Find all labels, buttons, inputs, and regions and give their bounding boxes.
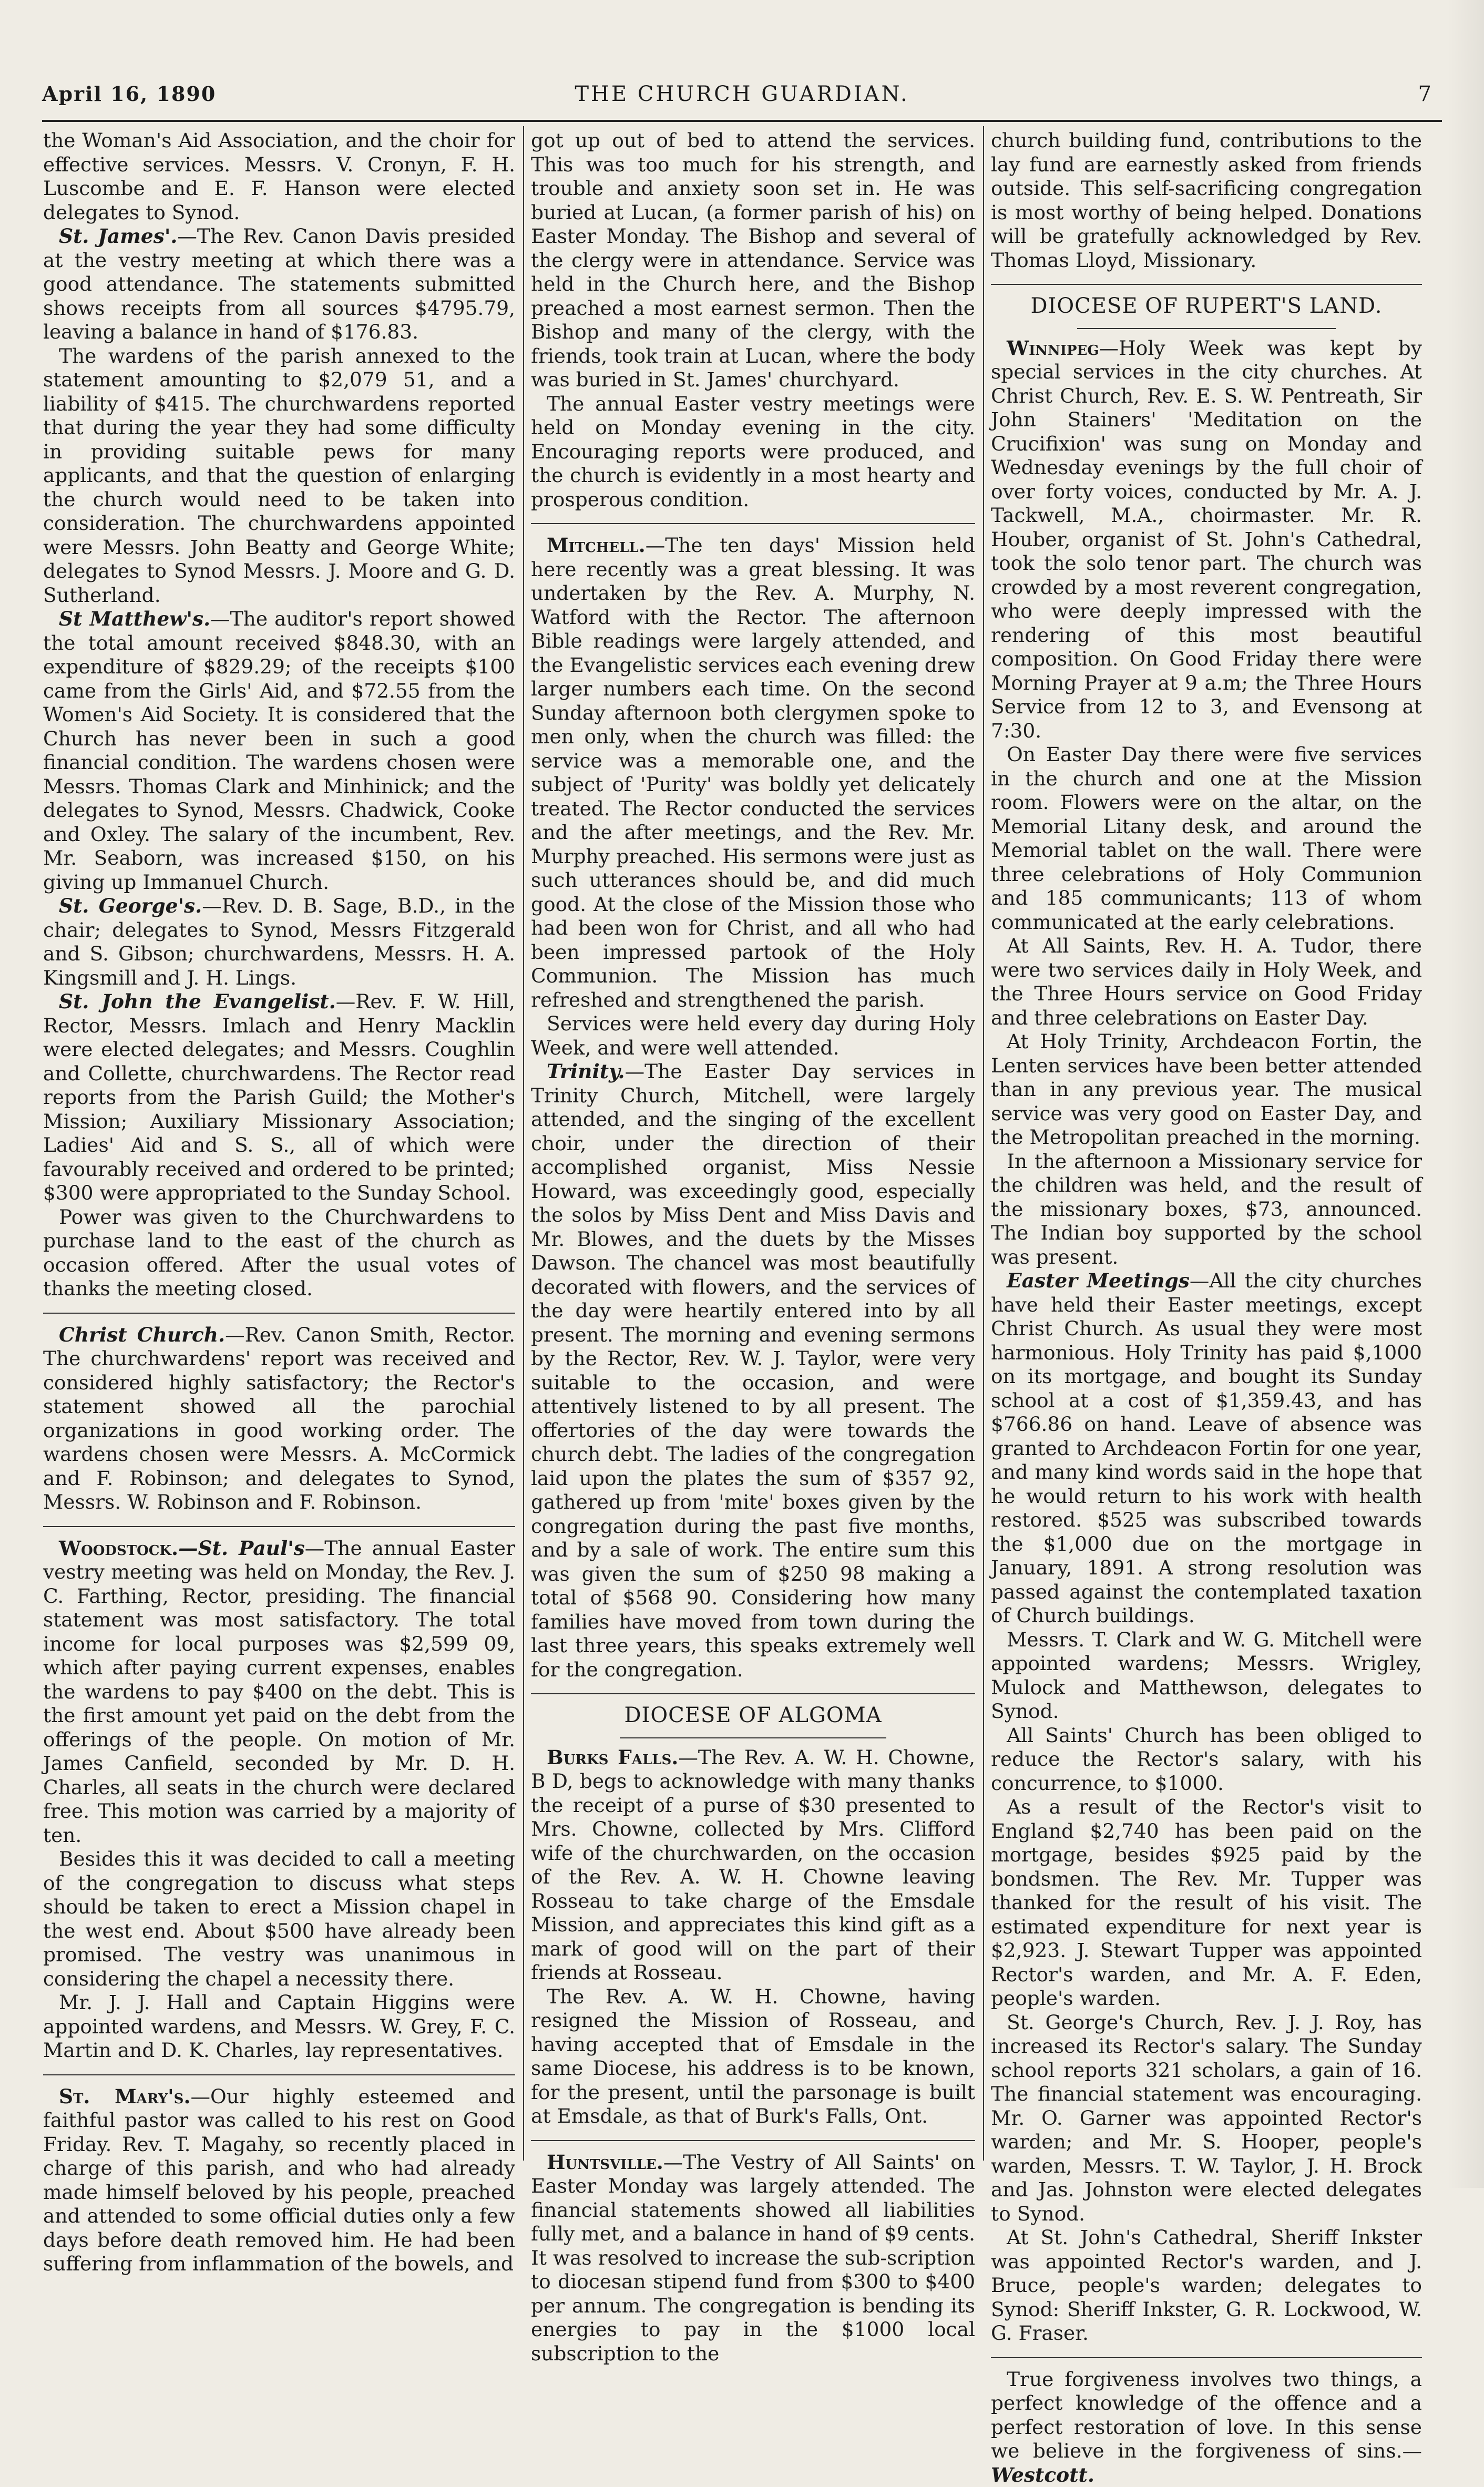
place-lead: Huntsville. bbox=[547, 2151, 663, 2174]
quotation bbox=[991, 2368, 1422, 2487]
paragraph-text: —The Vestry of All Saints' on Easter Monday was largely attended. The financial statements showed all liabilities fully met, and a balance in hand of $9 cents. It was resolved to increase the sub-scription to diocesan stipend fund from $300 to $400 per annum. The congregation is bending its energies to pay in the $1000 local subscription to the bbox=[531, 2151, 975, 2365]
paragraph bbox=[531, 534, 975, 1012]
paragraph: On Easter Day there were five services in the church and one at the Mission room. Flowers were on the altar, on the Memorial Litany desk, and around the Memorial tablet on the wall. There were three celebrations of Holy Communion and 185 communicants; 113 of whom communicated at the early celebrations. bbox=[991, 743, 1422, 934]
paragraph: The wardens of the parish annexed to the statement amounting to $2,079 51, and a liability of $415. The churchwardens reported that during the year they had some difficulty in providing suitable pews for many applicants, and that the question of enlarging the church would need to be taken into consideration. The churchwardens appointed were Messrs. John Beatty and George White; delegates to Synod Messrs. J. Moore and G. D. Sutherland. bbox=[43, 344, 515, 608]
section-lead: Easter Meetings bbox=[1007, 1269, 1190, 1292]
header-rule bbox=[42, 120, 1442, 122]
paragraph: Power was given to the Churchwardens to purchase land to the east of the church as occasion offered. After the usual votes of thanks the meeting closed. bbox=[43, 1205, 515, 1301]
paragraph: got up out of bed to attend the services. This was too much for his strength, and trouble and anxiety soon set in. He was buried at Lucan, (a former parish of his) on Easter Monday. The Bishop and several of the clergy were in attendance. Service was held in the Church here, and the Bishop preached a most earnest sermon. Then the Bishop and many of the clergy, with the friends, took train at Lucan, where the body was buried in St. James' churchyard. bbox=[531, 129, 975, 392]
paragraph: All Saints' Church has been obliged to reduce the Rector's salary, with his concurrence, to $1000. bbox=[991, 1724, 1422, 1796]
paragraph bbox=[531, 1746, 975, 1985]
section-rule bbox=[620, 1737, 886, 1738]
paragraph-text: —All the city churches have held their Easter meetings, except Christ Church. As usual they were most harmonious. Holy Trinity has paid $,1000 on its mortgage, and bought its Sunday school at a cost of $1,359.43, and has $766.86 on hand. Leave of absence was granted to Archdeacon Fortin for one year, and many kind words said in the hope that he would return to his work with health restored. $525 was subscribed towards the $1,000 due on the mortgage in January, 1891. A strong resolution was passed against the contemplated taxation of Church buildings. bbox=[991, 1269, 1422, 1627]
paragraph-text: —Rev. Canon Smith, Rector. The churchwardens' report was received and considered highly satisfactory; the Rector's statement showed all the parochial organizations in good working order. The wardens chosen were Messrs. A. McCormick and F. Robinson; and delegates to Synod, Messrs. W. Robinson and F. Robinson. bbox=[43, 1323, 515, 1514]
section-rule bbox=[531, 523, 975, 524]
paragraph bbox=[43, 990, 515, 1205]
paragraph: As a result of the Rector's visit to England $2,740 has been paid on the mortgage, besides $925 paid by the bondsmen. The Rev. Mr. Tupper was thanked for the result of his visit. The estimated expenditure for next year is $2,923. J. Stewart Tupper was appointed Rector's warden, and Mr. A. F. Eden, people's warden. bbox=[991, 1795, 1422, 2011]
paragraph-text: —The auditor's report showed the total amount received $848.30, with an expenditure of $829.29; of the receipts $100 came from the Girls' Aid, and $72.55 from the Women's Aid Society. It is considered that the Church has never been in such a good financial condition. The wardens chosen were Messrs. Thomas Clark and Minhinick; and the delegates to Synod, Messrs. Chadwick, Cooke and Oxley. The salary of the incumbent, Rev. Mr. Seaborn, was increased $150, on his giving up Immanuel Church. bbox=[43, 607, 515, 894]
paragraph bbox=[531, 1060, 975, 1682]
section-lead: Trinity. bbox=[547, 1060, 625, 1083]
place-lead: Winnipeg bbox=[1007, 336, 1099, 360]
paragraph: Messrs. T. Clark and W. G. Mitchell were appointed wardens; Messrs. Wrigley, Mulock and Matthewson, delegates to Synod. bbox=[991, 1628, 1422, 1724]
paragraph bbox=[43, 607, 515, 894]
column-2 bbox=[531, 129, 975, 2158]
paragraph bbox=[991, 1269, 1422, 1628]
paragraph bbox=[43, 894, 515, 990]
newspaper-title: THE CHURCH GUARDIAN. bbox=[42, 82, 1442, 106]
page-header bbox=[42, 79, 1442, 116]
paragraph bbox=[43, 1323, 515, 1514]
place-lead: Woodstock. bbox=[59, 1537, 178, 1560]
column-divider bbox=[983, 126, 984, 2161]
paragraph bbox=[991, 336, 1422, 743]
paragraph-text: —Rev. D. B. Sage, B.D., in the chair; delegates to Synod, Messrs Fitzgerald and S. Gibson; churchwardens, Messrs. H. A. Kingsmill and J. H. Lings. bbox=[43, 894, 515, 989]
section-rule bbox=[43, 1313, 515, 1314]
quotation-attribution: Westcott. bbox=[991, 2463, 1094, 2486]
section-lead: St. John the Evangelist. bbox=[59, 990, 336, 1013]
paragraph: In the afternoon a Missionary service for the children was held, and the result of the missionary boxes, $73, announced. The Indian boy supported by the school was present. bbox=[991, 1150, 1422, 1270]
paragraph: The Rev. A. W. H. Chowne, having resigned the Mission of Rosseau, and having accepted that of Emsdale in the same Diocese, his address is to be known, for the present, until the parsonage is built at Emsdale, as that of Burk's Falls, Ont. bbox=[531, 1985, 975, 2128]
page-edge-shadow bbox=[1447, 0, 1484, 2188]
paragraph: At St. John's Cathedral, Sheriff Inkster was appointed Rector's warden, and J. Bruce, people's warden; delegates to Synod: Sheriff Inkster, G. R. Lockwood, W. G. Fraser. bbox=[991, 2226, 1422, 2346]
quotation-text: True forgiveness involves two things, a perfect knowledge of the offence and a perfect restoration of love. In this sense we believe in the forgiveness of sins.— bbox=[991, 2368, 1422, 2463]
section-lead: St Matthew's. bbox=[59, 607, 210, 630]
section-rule bbox=[991, 2357, 1422, 2358]
paragraph bbox=[43, 2085, 515, 2276]
column-3 bbox=[991, 129, 1422, 2158]
paragraph: St. George's Church, Rev. J. J. Roy, has increased its Rector's salary. The Sunday school reports 321 scholars, a gain of 16. The financial statement was encouraging. Mr. O. Garner was appointed Rector's warden; and Mr. S. Hooper, people's warden, Messrs. T. W. Taylor, J. H. Brock and Jas. Johnston were elected delegates to Synod. bbox=[991, 2011, 1422, 2226]
section-rule bbox=[531, 2140, 975, 2141]
paragraph-text: —The Rev. A. W. H. Chowne, B D, begs to acknowledge with many thanks the receipt of a purse of $30 presented to Mrs. Chowne, collected by Mrs. Clifford wife of the churchwarden, on the occasion of the Rev. A. W. H. Chowne leaving Rosseau to take charge of the Emsdale Mission, and appreciates this kind gift as a mark of good will on the part of their friends at Rosseau. bbox=[531, 1746, 975, 1984]
paragraph: The annual Easter vestry meetings were held on Monday evening in the city. Encouraging reports were produced, and the church is evidently in a most hearty and prosperous condition. bbox=[531, 392, 975, 512]
paragraph bbox=[43, 224, 515, 344]
section-rule bbox=[43, 1526, 515, 1527]
paragraph-text: —The Rev. Canon Davis presided at the vestry meeting at which there was a good attendance. The statements submitted shows receipts from all sources $4795.79, leaving a balance in hand of $176.83. bbox=[43, 224, 515, 343]
paragraph: At All Saints, Rev. H. A. Tudor, there were two services daily in Holy Week, and the Three Hours service on Good Friday and three celebrations on Easter Day. bbox=[991, 934, 1422, 1030]
issue-date: April 16, 1890 bbox=[42, 82, 216, 106]
paragraph-text: —Holy Week was kept by special services in the city churches. At Christ Church, Rev. E. S. W. Pentreath, Sir John Stainers' 'Meditation on the Crucifixion' was sung on Monday and Wednesday evenings by the full choir of over forty voices, conducted by Mr. A. J. Tackwell, M.A., choirmaster. Mr. R. Houber, organist of St. John's Cathedral, took the solo tenor part. The church was crowded by a most reverent congregation, who were deeply impressed with the rendering of this most beautiful composition. On Good Friday there were Morning Prayer at 9 a.m; the Three Hours Service from 12 to 3, and Evensong at 7:30. bbox=[991, 336, 1422, 742]
section-lead: —St. Paul's bbox=[178, 1537, 305, 1560]
paragraph-text: —Our highly esteemed and faithful pastor was called to his rest on Good Friday. Rev. T. Magahy, so recently placed in charge of this parish, and who had already made himself beloved by his people, preached and attended to some official duties only a few days before death removed him. He had been suffering from inflammation of the bowels, and bbox=[43, 2085, 515, 2276]
section-heading: DIOCESE OF ALGOMA bbox=[531, 1704, 975, 1728]
paragraph bbox=[43, 1537, 515, 1848]
section-rule bbox=[1077, 328, 1336, 329]
place-lead: St. Mary's. bbox=[59, 2085, 191, 2108]
section-lead: St. George's. bbox=[59, 894, 202, 917]
paragraph bbox=[531, 2151, 975, 2366]
section-lead: St. James'. bbox=[59, 224, 177, 248]
paragraph-text: —The Easter Day services in Trinity Church, Mitchell, were largely attended, and the singing of the excellent choir, under the direction of their accomplished organist, Miss Nessie Howard, was exceedingly good, especially the solos by Miss Dent and Miss Davis and Mr. Blowes, and the duets by the Misses Dawson. The chancel was most beautifully decorated with flowers, and the services of the day were heartily entered into by all present. The morning and evening sermons by the Rector, Rev. W. J. Taylor, were very suitable to the occasion, and were attentively listened to by all present. The offertories of the day were towards the church debt. The ladies of the congregation laid upon the plates the sum of $357 92, gathered up from 'mite' boxes given by the congregation during the past five months, and by a sale of work. The entire sum this was given the sum of $250 98 making a total of $568 90. Considering how many families have moved from town during the last three years, this speaks extremely well for the congregation. bbox=[531, 1060, 975, 1681]
column-1 bbox=[43, 129, 515, 2158]
place-lead: Burks Falls. bbox=[547, 1746, 678, 1769]
paragraph-text: —The annual Easter vestry meeting was held on Monday, the Rev. J. C. Farthing, Rector, presiding. The financial statement was most satisfactory. The total income for local purposes was $2,599 09, which after paying current expenses, enables the wardens to pay $400 on the debt. This is the first amount yet paid on the debt from the offerings of the people. On motion of Mr. James Canfield, seconded by Mr. D. H. Charles, all seats in the church were declared free. This motion was carried by a majority of ten. bbox=[43, 1537, 515, 1847]
paragraph: church building fund, contributions to the lay fund are earnestly asked from friends outside. This self-sacrificing congregation is most worthy of being helped. Donations will be gratefully acknowledged by Rev. Thomas Lloyd, Missionary. bbox=[991, 129, 1422, 272]
column-divider bbox=[523, 126, 524, 2161]
section-heading: DIOCESE OF RUPERT'S LAND. bbox=[991, 294, 1422, 319]
paragraph: Besides this it was decided to call a meeting of the congregation to discuss what steps should be taken to erect a Mission chapel in the west end. About $500 have already been promised. The vestry was unanimous in considering the chapel a necessity there. bbox=[43, 1847, 515, 1991]
section-rule bbox=[43, 2074, 515, 2075]
paragraph-text: —Rev. F. W. Hill, Rector, Messrs. Imlach and Henry Macklin were elected delegates; and Messrs. Coughlin and Collette, churchwardens. The Rector read reports from the Parish Guild; the Mother's Mission; Auxiliary Missionary Association; Ladies' Aid and S. S., all of which were favourably received and ordered to be printed; $300 were appropriated to the Sunday School. bbox=[43, 990, 515, 1204]
paragraph: Mr. J. J. Hall and Captain Higgins were appointed wardens, and Messrs. W. Grey, F. C. Martin and D. K. Charles, lay representatives. bbox=[43, 1991, 515, 2063]
place-lead: Mitchell. bbox=[547, 534, 646, 557]
section-lead: Christ Church. bbox=[59, 1323, 225, 1346]
section-rule bbox=[991, 284, 1422, 285]
paragraph: Services were held every day during Holy Week, and were well attended. bbox=[531, 1012, 975, 1060]
page-number: 7 bbox=[1418, 82, 1431, 106]
paragraph: the Woman's Aid Association, and the choir for effective services. Messrs. V. Cronyn, F. H. Luscombe and E. F. Hanson were elected delegates to Synod. bbox=[43, 129, 515, 224]
paragraph: At Holy Trinity, Archdeacon Fortin, the Lenten services have been better attended than in any previous year. The musical service was very good on Easter Day, and the Metropolitan preached in the morning. bbox=[991, 1030, 1422, 1150]
section-rule bbox=[531, 1693, 975, 1694]
paragraph-text: —The ten days' Mission held here recently was a great blessing. It was undertaken by the Rev. A. Murphy, N. Watford with the Rector. The afternoon Bible readings were largely attended, and the Evangelistic services each evening drew larger numbers each time. On the second Sunday afternoon both clergymen spoke to men only, when the church was filled: the service was a memorable one, and the subject of 'Purity' was boldly yet delicately treated. The Rector conducted the services and the after meetings, and the Rev. Mr. Murphy preached. His sermons were just as such utterances should be, and did much good. At the close of the Mission those who had been won for Christ, and all who had been impressed partook of the Holy Communion. The Mission has much refreshed and strengthened the parish. bbox=[531, 534, 975, 1011]
